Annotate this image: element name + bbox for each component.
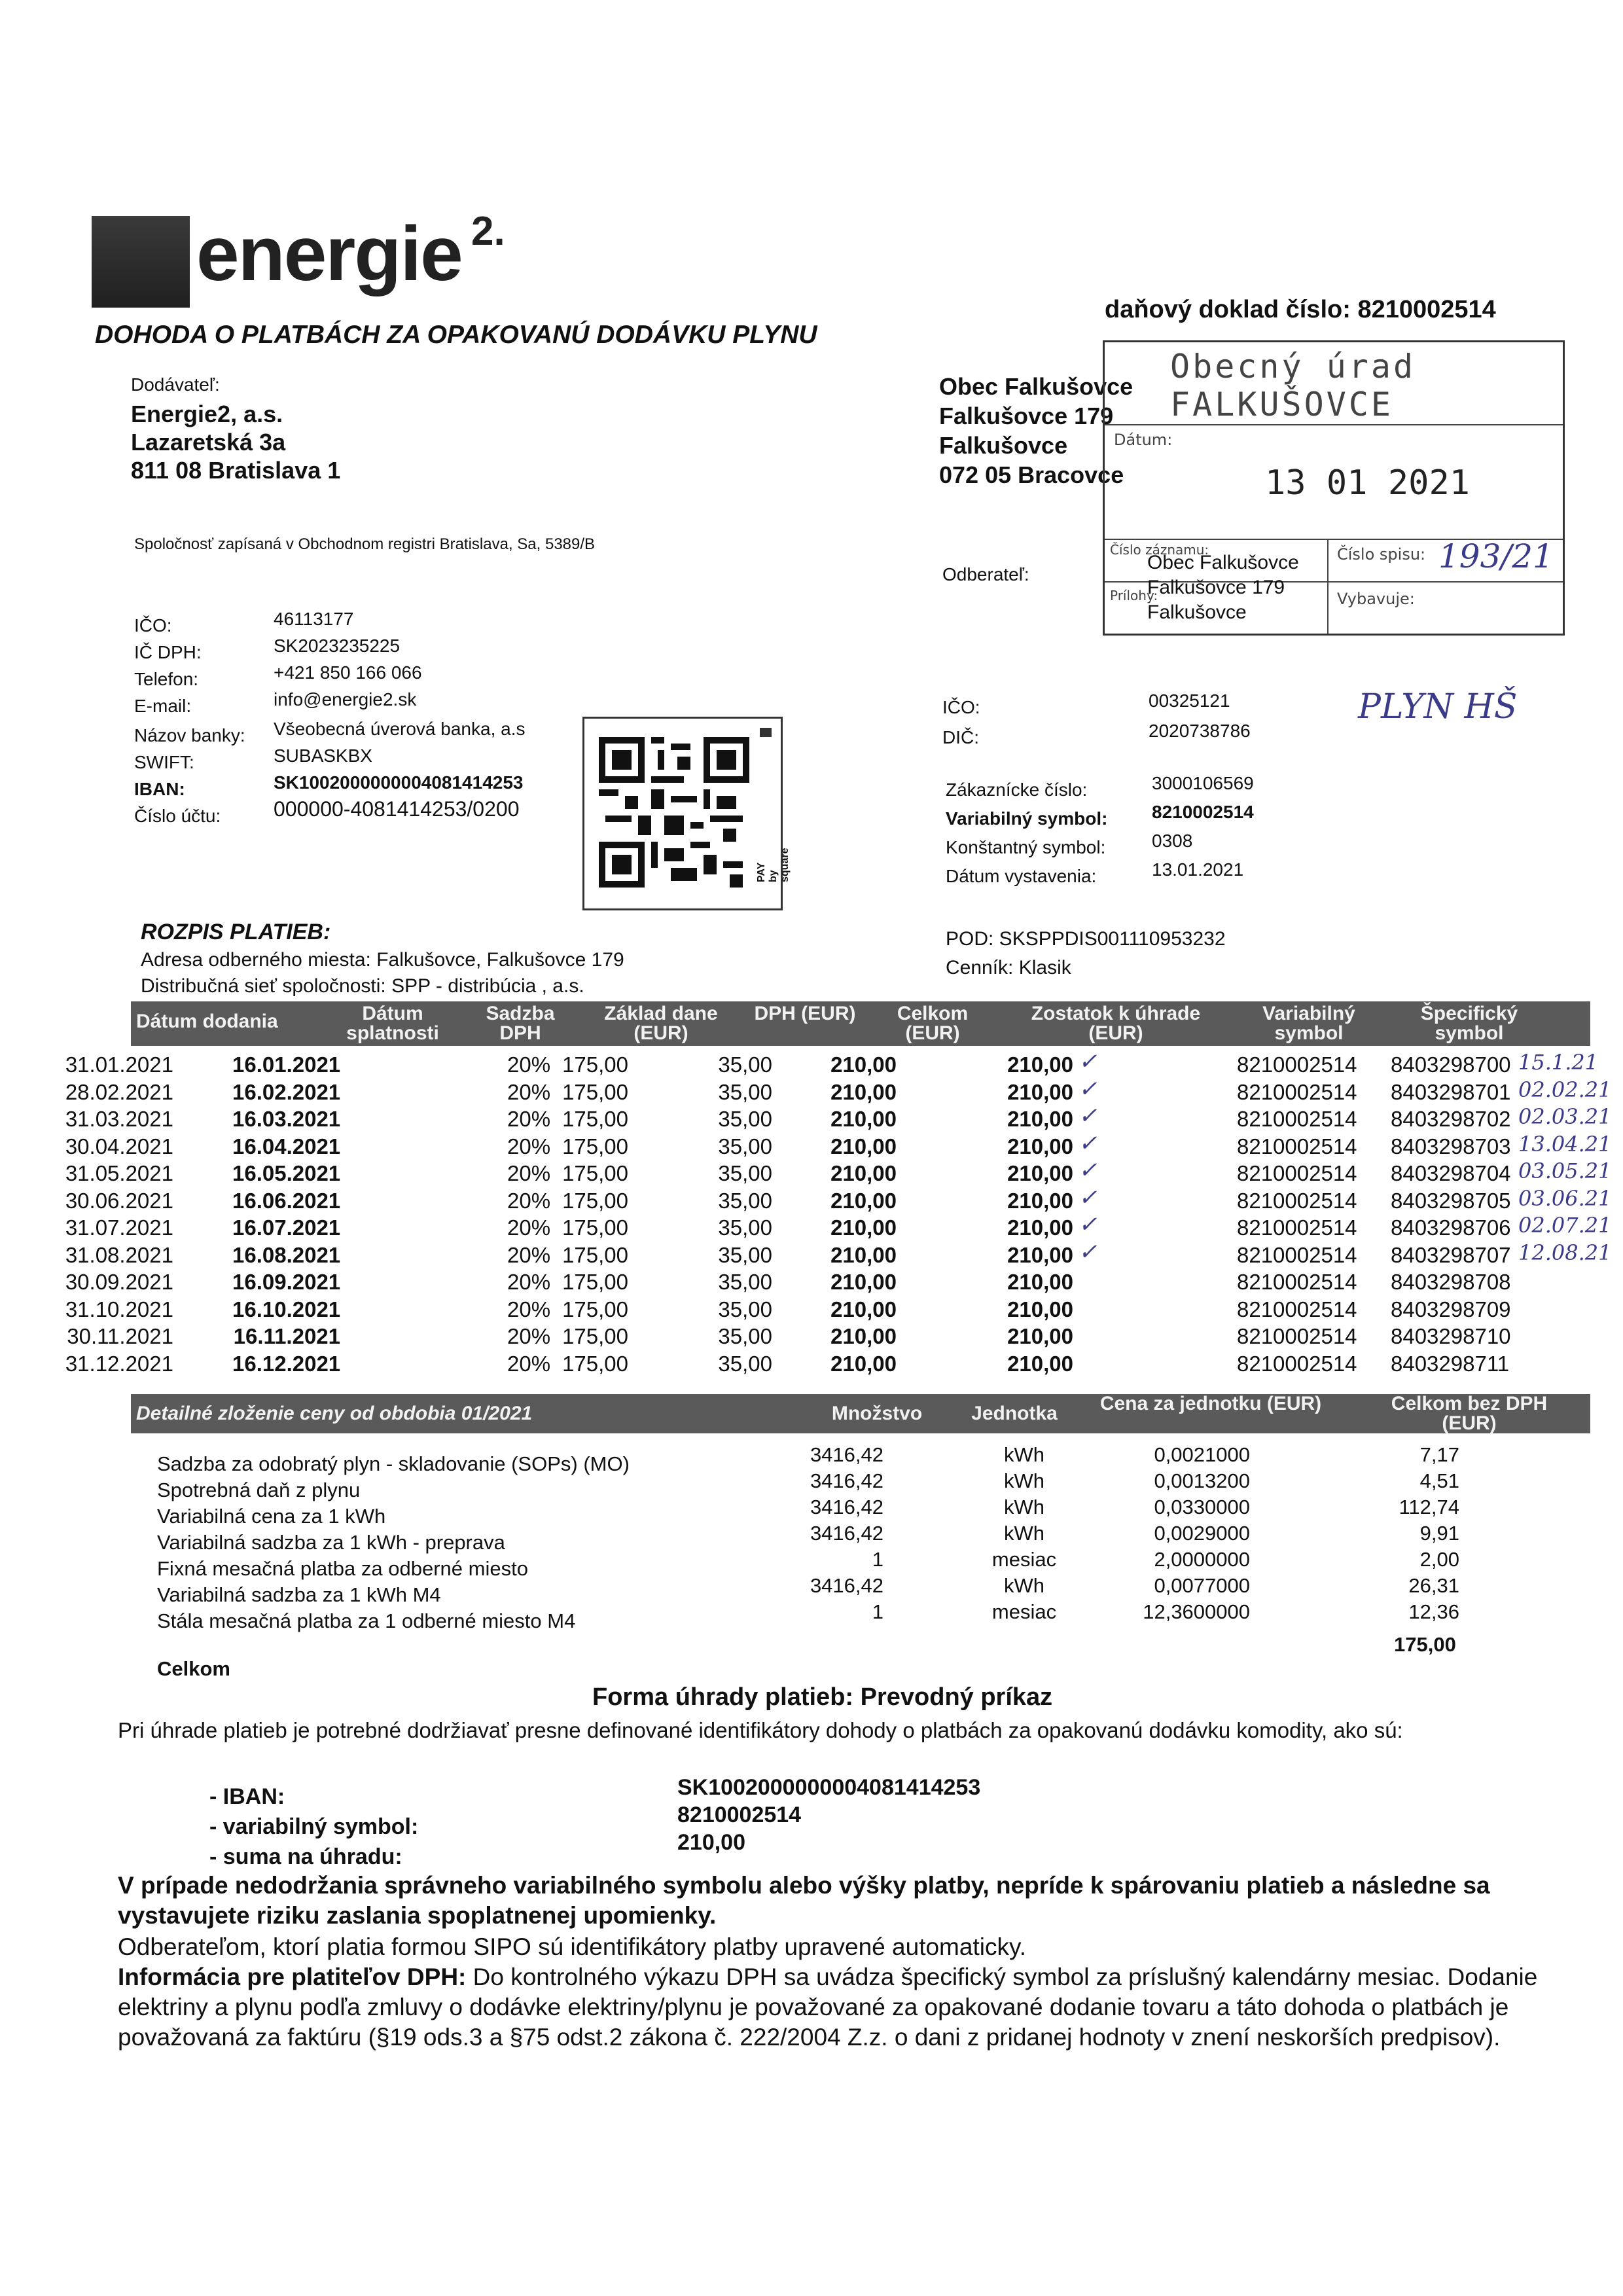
supplier-registration: Spoločnosť zapísaná v Obchodnom registri Bratislava, Sa, 5389/B bbox=[134, 535, 596, 553]
cell-tax-base: 175,00 bbox=[562, 1297, 628, 1321]
cell-unit: mesiac bbox=[991, 1600, 1057, 1623]
cell-total: 210,00 bbox=[830, 1270, 897, 1294]
tax-doc-label: daňový doklad číslo: bbox=[1105, 296, 1351, 323]
vat-info-label: Informácia pre platiteľov DPH: bbox=[118, 1964, 467, 1990]
cell-vat-amount: 35,00 bbox=[718, 1052, 772, 1077]
cell-total: 210,00 bbox=[830, 1052, 897, 1077]
vs-label: Variabilný symbol: bbox=[946, 808, 1108, 829]
cell-unit: kWh bbox=[1004, 1522, 1044, 1545]
cell-spec-symbol: 8403298703 bbox=[1391, 1134, 1511, 1158]
table-row bbox=[0, 1600, 1623, 1632]
email-label: E-mail: bbox=[134, 696, 192, 716]
col-balance: Zostatok k úhrade (EUR) bbox=[1031, 1003, 1201, 1044]
payment-id-labels bbox=[209, 1782, 418, 1872]
cell-qty: 3416,42 bbox=[810, 1574, 883, 1597]
cell-balance: 210,00 bbox=[1007, 1297, 1073, 1321]
price-total-value: 175,00 bbox=[1394, 1633, 1456, 1656]
cell-vat-rate: 20% bbox=[507, 1079, 551, 1104]
recipient-id-values bbox=[1149, 686, 1251, 746]
cell-vat-amount: 35,00 bbox=[718, 1351, 772, 1376]
logo-wordmark: energie bbox=[196, 211, 462, 297]
cell-balance: 210,00 bbox=[1007, 1270, 1073, 1294]
cell-paid-date: 02.02.21 bbox=[1518, 1077, 1612, 1102]
price-table-header bbox=[131, 1394, 1590, 1433]
cell-balance: 210,00 bbox=[1007, 1215, 1073, 1240]
col-vat: DPH (EUR) bbox=[754, 1003, 856, 1024]
stamp-addr-1: Obec Falkušovce bbox=[1147, 552, 1299, 573]
schedule-heading: ROZPIS PLATIEB: bbox=[141, 920, 331, 944]
cell-var-symbol: 8210002514 bbox=[1237, 1052, 1357, 1077]
paid-check-icon: ✓ bbox=[1079, 1184, 1097, 1211]
cell-spec-symbol: 8403298707 bbox=[1391, 1242, 1511, 1267]
issued-label: Dátum vystavenia: bbox=[946, 866, 1097, 886]
cell-var-symbol: 8210002514 bbox=[1237, 1297, 1357, 1321]
cell-spec-symbol: 8403298708 bbox=[1391, 1270, 1511, 1294]
cell-vat-rate: 20% bbox=[507, 1134, 551, 1158]
cell-unit: kWh bbox=[1004, 1443, 1044, 1466]
recipient-zip: 072 05 Bracovce bbox=[939, 461, 1124, 488]
cell-var-symbol: 8210002514 bbox=[1237, 1107, 1357, 1131]
rec-dic-value: 2020738786 bbox=[1149, 721, 1251, 741]
table-row bbox=[0, 1157, 1623, 1189]
iban-value: SK1002000000004081414253 bbox=[274, 772, 524, 793]
supplier-field-labels bbox=[134, 612, 291, 829]
col-vat-rate: Sadzba DPH bbox=[486, 1003, 555, 1044]
swift-value: SUBASKBX bbox=[274, 745, 372, 766]
cell-spec-symbol: 8403298702 bbox=[1391, 1107, 1511, 1131]
account-value: 000000-4081414253/0200 bbox=[274, 797, 520, 821]
cell-item: Spotrebná daň z plynu bbox=[157, 1479, 361, 1501]
cell-unit: mesiac bbox=[991, 1548, 1057, 1571]
cell-tax-base: 175,00 bbox=[562, 1161, 628, 1185]
supplier-name: Energie2, a.s. bbox=[131, 401, 283, 427]
cell-delivery-date: 31.08.2021 bbox=[65, 1242, 173, 1267]
stamp-office: Obecný úrad FALKUŠOVCE bbox=[1170, 348, 1416, 423]
cell-var-symbol: 8210002514 bbox=[1237, 1079, 1357, 1104]
cell-delivery-date: 30.06.2021 bbox=[65, 1188, 173, 1213]
issued-value: 13.01.2021 bbox=[1152, 859, 1244, 880]
bank-card-icon bbox=[760, 728, 772, 737]
cell-item: Variabilná sadzba za 1 kWh - preprava bbox=[157, 1531, 505, 1554]
cell-total: 12,36 bbox=[1408, 1600, 1459, 1623]
cell-var-symbol: 8210002514 bbox=[1237, 1270, 1357, 1294]
stamp-handles-label: Vybavuje: bbox=[1337, 590, 1415, 608]
cell-vat-rate: 20% bbox=[507, 1324, 551, 1348]
cell-item: Sadzba za odobratý plyn - skladovanie (SOPs) (MO) bbox=[157, 1452, 630, 1475]
cell-spec-symbol: 8403298709 bbox=[1391, 1297, 1511, 1321]
payment-id-values bbox=[677, 1774, 980, 1856]
cell-tax-base: 175,00 bbox=[562, 1270, 628, 1294]
table-row bbox=[0, 1075, 1623, 1107]
cell-spec-symbol: 8403298706 bbox=[1391, 1215, 1511, 1240]
vat-info-text: Do kontrolného výkazu DPH sa uvádza špecifický symbol za príslušný kalendárny mesiac. Dodanie elektriny a plynu podľa zmluvy o dodávke elektriny/plynu je považované za opakované dodanie tovaru a táto dohoda o platbách je považovaná za faktúru (§19 ods.3 a §75 odst.2 zákona č. 222/2004 Z.z. o dani z pridanej hodnoty v znení neskorších predpisov). bbox=[118, 1964, 1538, 2051]
recipient-street: Falkušovce 179 bbox=[939, 403, 1114, 429]
cell-vat-rate: 20% bbox=[507, 1297, 551, 1321]
cell-balance: 210,00 bbox=[1007, 1351, 1073, 1376]
cell-vat-amount: 35,00 bbox=[718, 1324, 772, 1348]
cell-unit-price: 0,0021000 bbox=[1154, 1443, 1250, 1466]
cell-vat-rate: 20% bbox=[507, 1161, 551, 1185]
paid-check-icon: ✓ bbox=[1079, 1238, 1097, 1265]
cell-delivery-date: 28.02.2021 bbox=[65, 1079, 173, 1104]
account-label: Číslo účtu: bbox=[134, 806, 221, 826]
cell-delivery-date: 30.04.2021 bbox=[65, 1134, 173, 1158]
cell-paid-date: 02.07.21 bbox=[1518, 1213, 1612, 1238]
cell-total: 9,91 bbox=[1419, 1522, 1459, 1545]
cell-vat-amount: 35,00 bbox=[718, 1107, 772, 1131]
bank-value: Všeobecná úverová banka, a.s bbox=[274, 719, 526, 739]
pay-iban-value: SK1002000000004081414253 bbox=[677, 1775, 981, 1800]
payment-warning: V prípade nedodržania správneho variabilného symbolu alebo výšky platby, nepríde k spárovaniu platieb a následne sa vystavujete riziku zaslania spoplatnenej upomienky. bbox=[118, 1872, 1490, 1929]
phone-label: Telefon: bbox=[134, 669, 199, 689]
cell-delivery-date: 30.09.2021 bbox=[65, 1270, 173, 1294]
cell-due-date: 16.01.2021 bbox=[232, 1052, 341, 1077]
schedule-table-header bbox=[131, 1001, 1590, 1046]
table-row bbox=[0, 1469, 1623, 1501]
stamp-reg-label: Číslo záznamu: bbox=[1110, 542, 1209, 558]
payment-intro: Pri úhrade platieb je potrebné dodržiavať presne definované identifikátory dohody o platbách za opakovanú dodávku komodity, ako sú: bbox=[118, 1718, 1403, 1742]
email-value: info@energie2.sk bbox=[274, 689, 417, 709]
cell-unit-price: 0,0330000 bbox=[1154, 1496, 1250, 1518]
cell-paid-date: 12.08.21 bbox=[1518, 1240, 1612, 1265]
cell-spec-symbol: 8403298705 bbox=[1391, 1188, 1511, 1213]
registry-stamp bbox=[1103, 340, 1565, 636]
ks-value: 0308 bbox=[1152, 831, 1193, 851]
cell-vat-rate: 20% bbox=[507, 1052, 551, 1077]
customer-no-value: 3000106569 bbox=[1152, 773, 1254, 793]
paid-check-icon: ✓ bbox=[1079, 1211, 1097, 1238]
cell-tax-base: 175,00 bbox=[562, 1134, 628, 1158]
cell-delivery-date: 31.07.2021 bbox=[65, 1215, 173, 1240]
paid-check-icon: ✓ bbox=[1079, 1130, 1097, 1157]
col-total: Celkom (EUR) bbox=[897, 1003, 969, 1044]
vs-value: 8210002514 bbox=[1152, 802, 1254, 822]
cell-spec-symbol: 8403298700 bbox=[1391, 1052, 1511, 1077]
pay-vs-value: 8210002514 bbox=[677, 1803, 802, 1827]
cell-spec-symbol: 8403298711 bbox=[1391, 1351, 1510, 1376]
stamp-date-value: 13 01 2021 bbox=[1265, 463, 1471, 503]
price-col-unit-price: Cena za jednotku (EUR) bbox=[1099, 1393, 1322, 1414]
schedule-address: Adresa odberného miesta: Falkušovce, Falkušovce 179 bbox=[141, 949, 624, 971]
schedule-tariff: Cenník: Klasik bbox=[946, 957, 1071, 978]
cell-total: 4,51 bbox=[1419, 1469, 1459, 1492]
bank-label: Názov banky: bbox=[134, 725, 245, 745]
cell-spec-symbol: 8403298710 bbox=[1391, 1324, 1511, 1348]
col-tax-base: Základ dane (EUR) bbox=[604, 1003, 718, 1044]
rec-dic-label: DIČ: bbox=[942, 727, 979, 747]
cell-vat-rate: 20% bbox=[507, 1270, 551, 1294]
pay-by-square-label: PAY by square bbox=[756, 848, 791, 882]
cell-due-date: 16.12.2021 bbox=[232, 1351, 341, 1376]
table-row bbox=[0, 1574, 1623, 1606]
cell-tax-base: 175,00 bbox=[562, 1215, 628, 1240]
table-row bbox=[0, 1522, 1623, 1554]
rec-ico-value: 00325121 bbox=[1149, 691, 1230, 711]
cell-total: 7,17 bbox=[1419, 1443, 1459, 1466]
logo-mark bbox=[92, 216, 190, 308]
cell-total: 210,00 bbox=[830, 1134, 897, 1158]
table-row bbox=[0, 1548, 1623, 1580]
cell-vat-amount: 35,00 bbox=[718, 1161, 772, 1185]
cell-total: 210,00 bbox=[830, 1324, 897, 1348]
table-row bbox=[0, 1211, 1623, 1243]
schedule-pod: POD: SKSPPDIS001110953232 bbox=[946, 928, 1226, 950]
pay-sum-value: 210,00 bbox=[677, 1830, 745, 1855]
table-row bbox=[0, 1049, 1623, 1080]
paid-check-icon: ✓ bbox=[1079, 1103, 1097, 1129]
cell-qty: 3416,42 bbox=[810, 1443, 883, 1466]
cell-paid-date: 03.05.21 bbox=[1518, 1158, 1612, 1183]
stamp-file-number: 193/21 bbox=[1438, 537, 1554, 575]
cell-item: Fixná mesačná platba za odberné miesto bbox=[157, 1557, 528, 1580]
stamp-file-label: Číslo spisu: bbox=[1337, 545, 1426, 564]
cell-total: 210,00 bbox=[830, 1242, 897, 1267]
cell-total: 210,00 bbox=[830, 1079, 897, 1104]
icdph-value: SK2023235225 bbox=[274, 636, 401, 656]
cell-total: 210,00 bbox=[830, 1107, 897, 1131]
paid-check-icon: ✓ bbox=[1079, 1049, 1097, 1075]
cell-balance: 210,00 bbox=[1007, 1134, 1073, 1158]
col-due-date: Dátum splatnosti bbox=[346, 1003, 439, 1044]
cell-paid-date: 02.03.21 bbox=[1518, 1104, 1612, 1129]
cell-unit: kWh bbox=[1004, 1574, 1044, 1597]
tax-doc-heading bbox=[1105, 296, 1496, 324]
rec-ico-label: IČO: bbox=[942, 697, 980, 717]
cell-tax-base: 175,00 bbox=[562, 1351, 628, 1376]
stamp-addr-3: Falkušovce bbox=[1147, 601, 1247, 623]
cell-tax-base: 175,00 bbox=[562, 1107, 628, 1131]
cell-total: 210,00 bbox=[830, 1215, 897, 1240]
cell-item: Variabilná cena za 1 kWh bbox=[157, 1505, 386, 1528]
ico-label: IČO: bbox=[134, 615, 172, 636]
price-total-label: Celkom bbox=[157, 1657, 230, 1680]
payment-vat-info bbox=[118, 1962, 1551, 2053]
stamp-addr-2: Falkušovce 179 bbox=[1147, 577, 1285, 598]
cell-vat-amount: 35,00 bbox=[718, 1134, 772, 1158]
cell-var-symbol: 8210002514 bbox=[1237, 1351, 1357, 1376]
cell-unit-price: 12,3600000 bbox=[1143, 1600, 1250, 1623]
cell-due-date: 16.06.2021 bbox=[232, 1188, 341, 1213]
cell-due-date: 16.05.2021 bbox=[232, 1161, 341, 1185]
document-title: DOHODA O PLATBÁCH ZA OPAKOVANÚ DODÁVKU PLYNU bbox=[95, 321, 817, 349]
cell-balance: 210,00 bbox=[1007, 1242, 1073, 1267]
cell-delivery-date: 31.10.2021 bbox=[65, 1297, 173, 1321]
logo-superscript: 2. bbox=[471, 209, 505, 254]
cell-total: 210,00 bbox=[830, 1297, 897, 1321]
customer-no-label: Zákaznícke číslo: bbox=[946, 780, 1088, 800]
supplier-label: Dodávateľ: bbox=[131, 374, 220, 395]
price-col-qty: Množstvo bbox=[831, 1403, 923, 1424]
col-delivery-date: Dátum dodania bbox=[136, 1011, 278, 1032]
phone-value: +421 850 166 066 bbox=[274, 662, 422, 683]
cell-vat-amount: 35,00 bbox=[718, 1188, 772, 1213]
cell-vat-amount: 35,00 bbox=[718, 1215, 772, 1240]
cell-tax-base: 175,00 bbox=[562, 1188, 628, 1213]
cell-due-date: 16.04.2021 bbox=[232, 1134, 341, 1158]
ico-value: 46113177 bbox=[274, 609, 354, 629]
handwritten-note: PLYN HŠ bbox=[1358, 687, 1518, 726]
cell-var-symbol: 8210002514 bbox=[1237, 1161, 1357, 1185]
cell-unit-price: 0,0077000 bbox=[1154, 1574, 1250, 1597]
cell-due-date: 16.03.2021 bbox=[232, 1107, 341, 1131]
table-row bbox=[0, 1130, 1623, 1162]
cell-var-symbol: 8210002514 bbox=[1237, 1215, 1357, 1240]
cell-total: 210,00 bbox=[830, 1161, 897, 1185]
table-row bbox=[0, 1270, 1623, 1297]
col-var-symbol: Variabilný symbol bbox=[1262, 1003, 1355, 1044]
cell-unit-price: 0,0029000 bbox=[1154, 1522, 1250, 1545]
table-row bbox=[0, 1496, 1623, 1528]
recipient-ref-labels bbox=[946, 776, 1107, 891]
table-row bbox=[0, 1184, 1623, 1216]
cell-due-date: 16.02.2021 bbox=[232, 1079, 341, 1104]
stamp-date-label: Dátum: bbox=[1114, 431, 1173, 449]
cell-balance: 210,00 bbox=[1007, 1161, 1073, 1185]
paid-check-icon: ✓ bbox=[1079, 1075, 1097, 1102]
cell-delivery-date: 31.01.2021 bbox=[65, 1052, 173, 1077]
cell-vat-rate: 20% bbox=[507, 1188, 551, 1213]
price-col-total: Celkom bez DPH (EUR) bbox=[1391, 1393, 1548, 1434]
col-spec-symbol: Špecifický symbol bbox=[1420, 1003, 1518, 1044]
cell-vat-rate: 20% bbox=[507, 1215, 551, 1240]
cell-balance: 210,00 bbox=[1007, 1324, 1073, 1348]
table-row bbox=[0, 1352, 1623, 1379]
cell-total: 26,31 bbox=[1408, 1574, 1459, 1597]
cell-delivery-date: 30.11.2021 bbox=[67, 1324, 173, 1348]
recipient-city: Falkušovce bbox=[939, 432, 1068, 459]
cell-unit: kWh bbox=[1004, 1469, 1044, 1492]
cell-var-symbol: 8210002514 bbox=[1237, 1324, 1357, 1348]
cell-total: 112,74 bbox=[1399, 1496, 1459, 1518]
cell-vat-rate: 20% bbox=[507, 1351, 551, 1376]
cell-tax-base: 175,00 bbox=[562, 1079, 628, 1104]
cell-delivery-date: 31.03.2021 bbox=[65, 1107, 173, 1131]
cell-tax-base: 175,00 bbox=[562, 1324, 628, 1348]
cell-balance: 210,00 bbox=[1007, 1079, 1073, 1104]
iban-label: IBAN: bbox=[134, 779, 185, 799]
cell-qty: 3416,42 bbox=[810, 1496, 883, 1518]
icdph-label: IČ DPH: bbox=[134, 642, 202, 662]
cell-delivery-date: 31.05.2021 bbox=[65, 1161, 173, 1185]
table-row bbox=[0, 1238, 1623, 1270]
cell-spec-symbol: 8403298701 bbox=[1391, 1079, 1511, 1104]
cell-balance: 210,00 bbox=[1007, 1188, 1073, 1213]
cell-total: 210,00 bbox=[830, 1351, 897, 1376]
ks-label: Konštantný symbol: bbox=[946, 837, 1106, 857]
supplier-field-values bbox=[274, 605, 525, 823]
tax-doc-number: 8210002514 bbox=[1357, 296, 1496, 323]
qr-pattern bbox=[599, 737, 749, 888]
cell-qty: 3416,42 bbox=[810, 1522, 883, 1545]
cell-vat-rate: 20% bbox=[507, 1107, 551, 1131]
cell-paid-date: 03.06.21 bbox=[1518, 1185, 1612, 1211]
swift-label: SWIFT: bbox=[134, 752, 194, 772]
table-row bbox=[0, 1324, 1623, 1352]
cell-item: Variabilná sadzba za 1 kWh M4 bbox=[157, 1583, 441, 1606]
cell-vat-amount: 35,00 bbox=[718, 1297, 772, 1321]
recipient-name: Obec Falkušovce bbox=[939, 373, 1133, 400]
paid-check-icon: ✓ bbox=[1079, 1157, 1097, 1183]
recipient-id-labels bbox=[942, 692, 980, 753]
cell-qty: 1 bbox=[872, 1548, 883, 1571]
cell-paid-date: 13.04.21 bbox=[1518, 1131, 1612, 1157]
table-row bbox=[0, 1297, 1623, 1325]
cell-due-date: 16.10.2021 bbox=[232, 1297, 341, 1321]
cell-balance: 210,00 bbox=[1007, 1107, 1073, 1131]
price-col-item: Detailné zloženie ceny od obdobia 01/2021 bbox=[136, 1403, 533, 1424]
cell-due-date: 16.07.2021 bbox=[232, 1215, 341, 1240]
pay-sum-label: - suma na úhradu: bbox=[209, 1844, 402, 1869]
supplier-street: Lazaretská 3a bbox=[131, 429, 286, 456]
cell-tax-base: 175,00 bbox=[562, 1242, 628, 1267]
cell-qty: 3416,42 bbox=[810, 1469, 883, 1492]
payment-heading: Forma úhrady platieb: Prevodný príkaz bbox=[592, 1683, 1053, 1711]
cell-balance: 210,00 bbox=[1007, 1052, 1073, 1077]
cell-unit-price: 2,0000000 bbox=[1154, 1548, 1250, 1571]
price-col-unit: Jednotka bbox=[971, 1403, 1058, 1424]
pay-vs-label: - variabilný symbol: bbox=[209, 1814, 419, 1839]
payment-sipo: Odberateľom, ktorí platia formou SIPO sú identifikátory platby upravené automaticky. bbox=[118, 1933, 1026, 1960]
cell-total: 2,00 bbox=[1419, 1548, 1459, 1571]
supplier-city: 811 08 Bratislava 1 bbox=[131, 457, 341, 484]
cell-unit-price: 0,0013200 bbox=[1154, 1469, 1250, 1492]
qr-code bbox=[582, 717, 791, 910]
table-row bbox=[0, 1443, 1623, 1475]
cell-vat-amount: 35,00 bbox=[718, 1079, 772, 1104]
cell-item: Stála mesačná platba za 1 odberné miesto M4 bbox=[157, 1609, 576, 1632]
cell-vat-amount: 35,00 bbox=[718, 1242, 772, 1267]
recipient-ref-values bbox=[1152, 769, 1254, 884]
cell-var-symbol: 8210002514 bbox=[1237, 1242, 1357, 1267]
cell-qty: 1 bbox=[872, 1600, 883, 1623]
recipient-label: Odberateľ: bbox=[942, 564, 1029, 584]
cell-var-symbol: 8210002514 bbox=[1237, 1134, 1357, 1158]
cell-spec-symbol: 8403298704 bbox=[1391, 1161, 1511, 1185]
stamp-attach-label: Prílohy: bbox=[1110, 588, 1158, 603]
table-row bbox=[0, 1103, 1623, 1134]
cell-delivery-date: 31.12.2021 bbox=[65, 1351, 173, 1376]
cell-due-date: 16.11.2021 bbox=[233, 1324, 340, 1348]
cell-tax-base: 175,00 bbox=[562, 1052, 628, 1077]
cell-unit: kWh bbox=[1004, 1496, 1044, 1518]
pay-iban-label: - IBAN: bbox=[209, 1784, 285, 1809]
cell-total: 210,00 bbox=[830, 1188, 897, 1213]
stamp-address bbox=[1147, 550, 1299, 625]
cell-due-date: 16.08.2021 bbox=[232, 1242, 341, 1267]
cell-vat-amount: 35,00 bbox=[718, 1270, 772, 1294]
cell-paid-date: 15.1.21 bbox=[1518, 1050, 1599, 1075]
cell-due-date: 16.09.2021 bbox=[232, 1270, 341, 1294]
cell-var-symbol: 8210002514 bbox=[1237, 1188, 1357, 1213]
schedule-distribution: Distribučná sieť spoločnosti: SPP - distribúcia , a.s. bbox=[141, 975, 584, 997]
cell-vat-rate: 20% bbox=[507, 1242, 551, 1267]
